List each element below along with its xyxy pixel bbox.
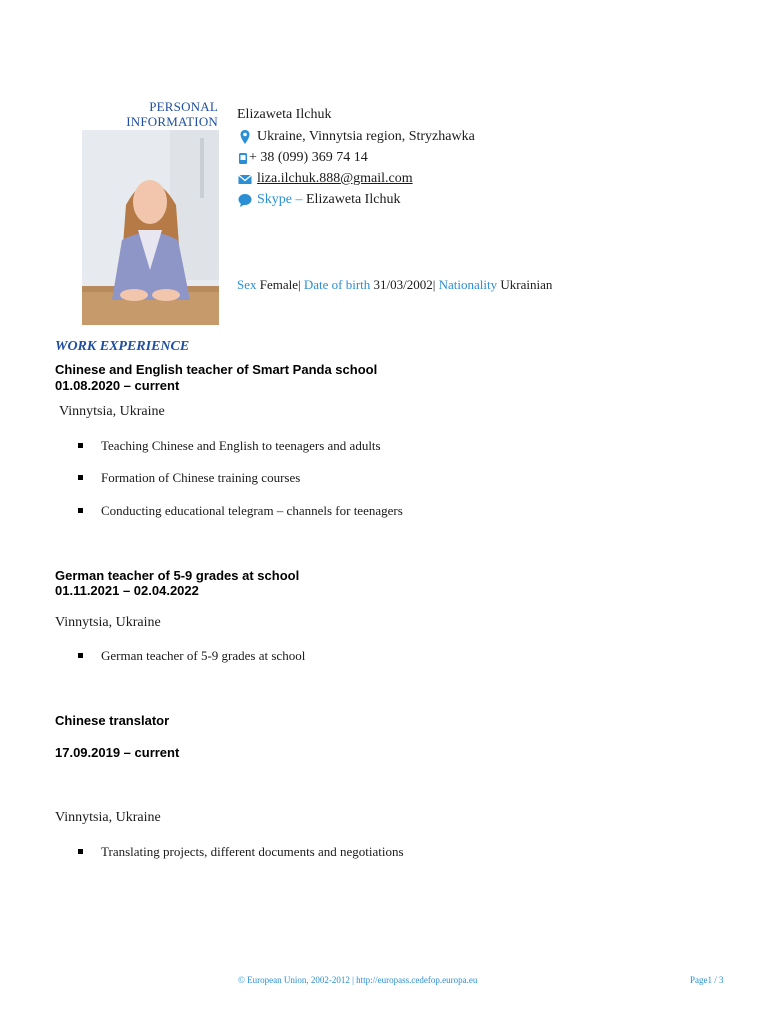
chat-bubble-icon bbox=[237, 192, 253, 208]
profile-photo-illustration bbox=[82, 130, 219, 325]
job-location: Vinnytsia, Ukraine bbox=[55, 810, 161, 825]
duty-text: Formation of Chinese training courses bbox=[101, 470, 301, 485]
job-location: Vinnytsia, Ukraine bbox=[55, 615, 161, 630]
address-text: Ukraine, Vinnytsia region, Stryzhawka bbox=[257, 129, 475, 144]
job-title: Chinese and English teacher of Smart Panda school bbox=[55, 362, 378, 377]
duty-text: German teacher of 5-9 grades at school bbox=[101, 648, 306, 663]
email-link[interactable]: liza.ilchuk.888@gmail.com bbox=[257, 171, 413, 186]
duty-item bbox=[78, 844, 404, 860]
person-name: Elizaweta Ilchuk bbox=[237, 107, 332, 122]
duty-item bbox=[78, 470, 300, 486]
map-pin-icon bbox=[237, 129, 253, 145]
profile-photo bbox=[82, 130, 219, 325]
skype-value: Elizaweta Ilchuk bbox=[306, 192, 401, 207]
personal-facts bbox=[237, 277, 552, 293]
phone-row bbox=[237, 150, 368, 166]
sex-label: Sex bbox=[237, 277, 257, 292]
job-title: Chinese translator bbox=[55, 713, 170, 728]
duty-item bbox=[78, 648, 305, 664]
bullet-icon bbox=[78, 653, 83, 658]
nationality-label: Nationality bbox=[438, 277, 498, 292]
job-dates: 17.09.2019 – current bbox=[55, 745, 180, 760]
address-row bbox=[237, 129, 475, 145]
bullet-icon bbox=[78, 443, 83, 448]
phone-text: + 38 (099) 369 74 14 bbox=[249, 150, 368, 165]
job-dates: 01.08.2020 – current bbox=[55, 378, 180, 393]
duty-item bbox=[78, 503, 403, 519]
bullet-icon bbox=[78, 849, 83, 854]
job-title: German teacher of 5-9 grades at school bbox=[55, 568, 300, 583]
phone-icon bbox=[237, 150, 249, 166]
job-location: Vinnytsia, Ukraine bbox=[59, 404, 165, 419]
skype-row bbox=[237, 192, 400, 208]
duty-text: Translating projects, different documents and negotiations bbox=[101, 844, 404, 859]
personal-information-label: PERSONAL INFORMATION bbox=[126, 99, 218, 129]
bullet-icon bbox=[78, 475, 83, 480]
nationality-value: Ukrainian bbox=[500, 277, 553, 292]
envelope-icon bbox=[237, 171, 253, 187]
bullet-icon bbox=[78, 508, 83, 513]
dob-label: Date of birth bbox=[303, 277, 371, 292]
sex-value: Female| bbox=[259, 277, 301, 292]
duty-item bbox=[78, 438, 381, 454]
dob-value: 31/03/2002| bbox=[373, 277, 436, 292]
page-number: Page1 / 3 bbox=[690, 975, 724, 985]
job-dates: 01.11.2021 – 02.04.2022 bbox=[55, 583, 199, 598]
skype-label: Skype – bbox=[257, 192, 303, 207]
work-experience-heading: WORK EXPERIENCE bbox=[55, 339, 190, 354]
duty-text: Teaching Chinese and English to teenagers and adults bbox=[101, 438, 381, 453]
duty-text: Conducting educational telegram – channels for teenagers bbox=[101, 503, 403, 518]
email-row bbox=[237, 171, 413, 187]
footer-copyright: © European Union, 2002-2012 | http://europass.cedefop.europa.eu bbox=[238, 975, 478, 985]
